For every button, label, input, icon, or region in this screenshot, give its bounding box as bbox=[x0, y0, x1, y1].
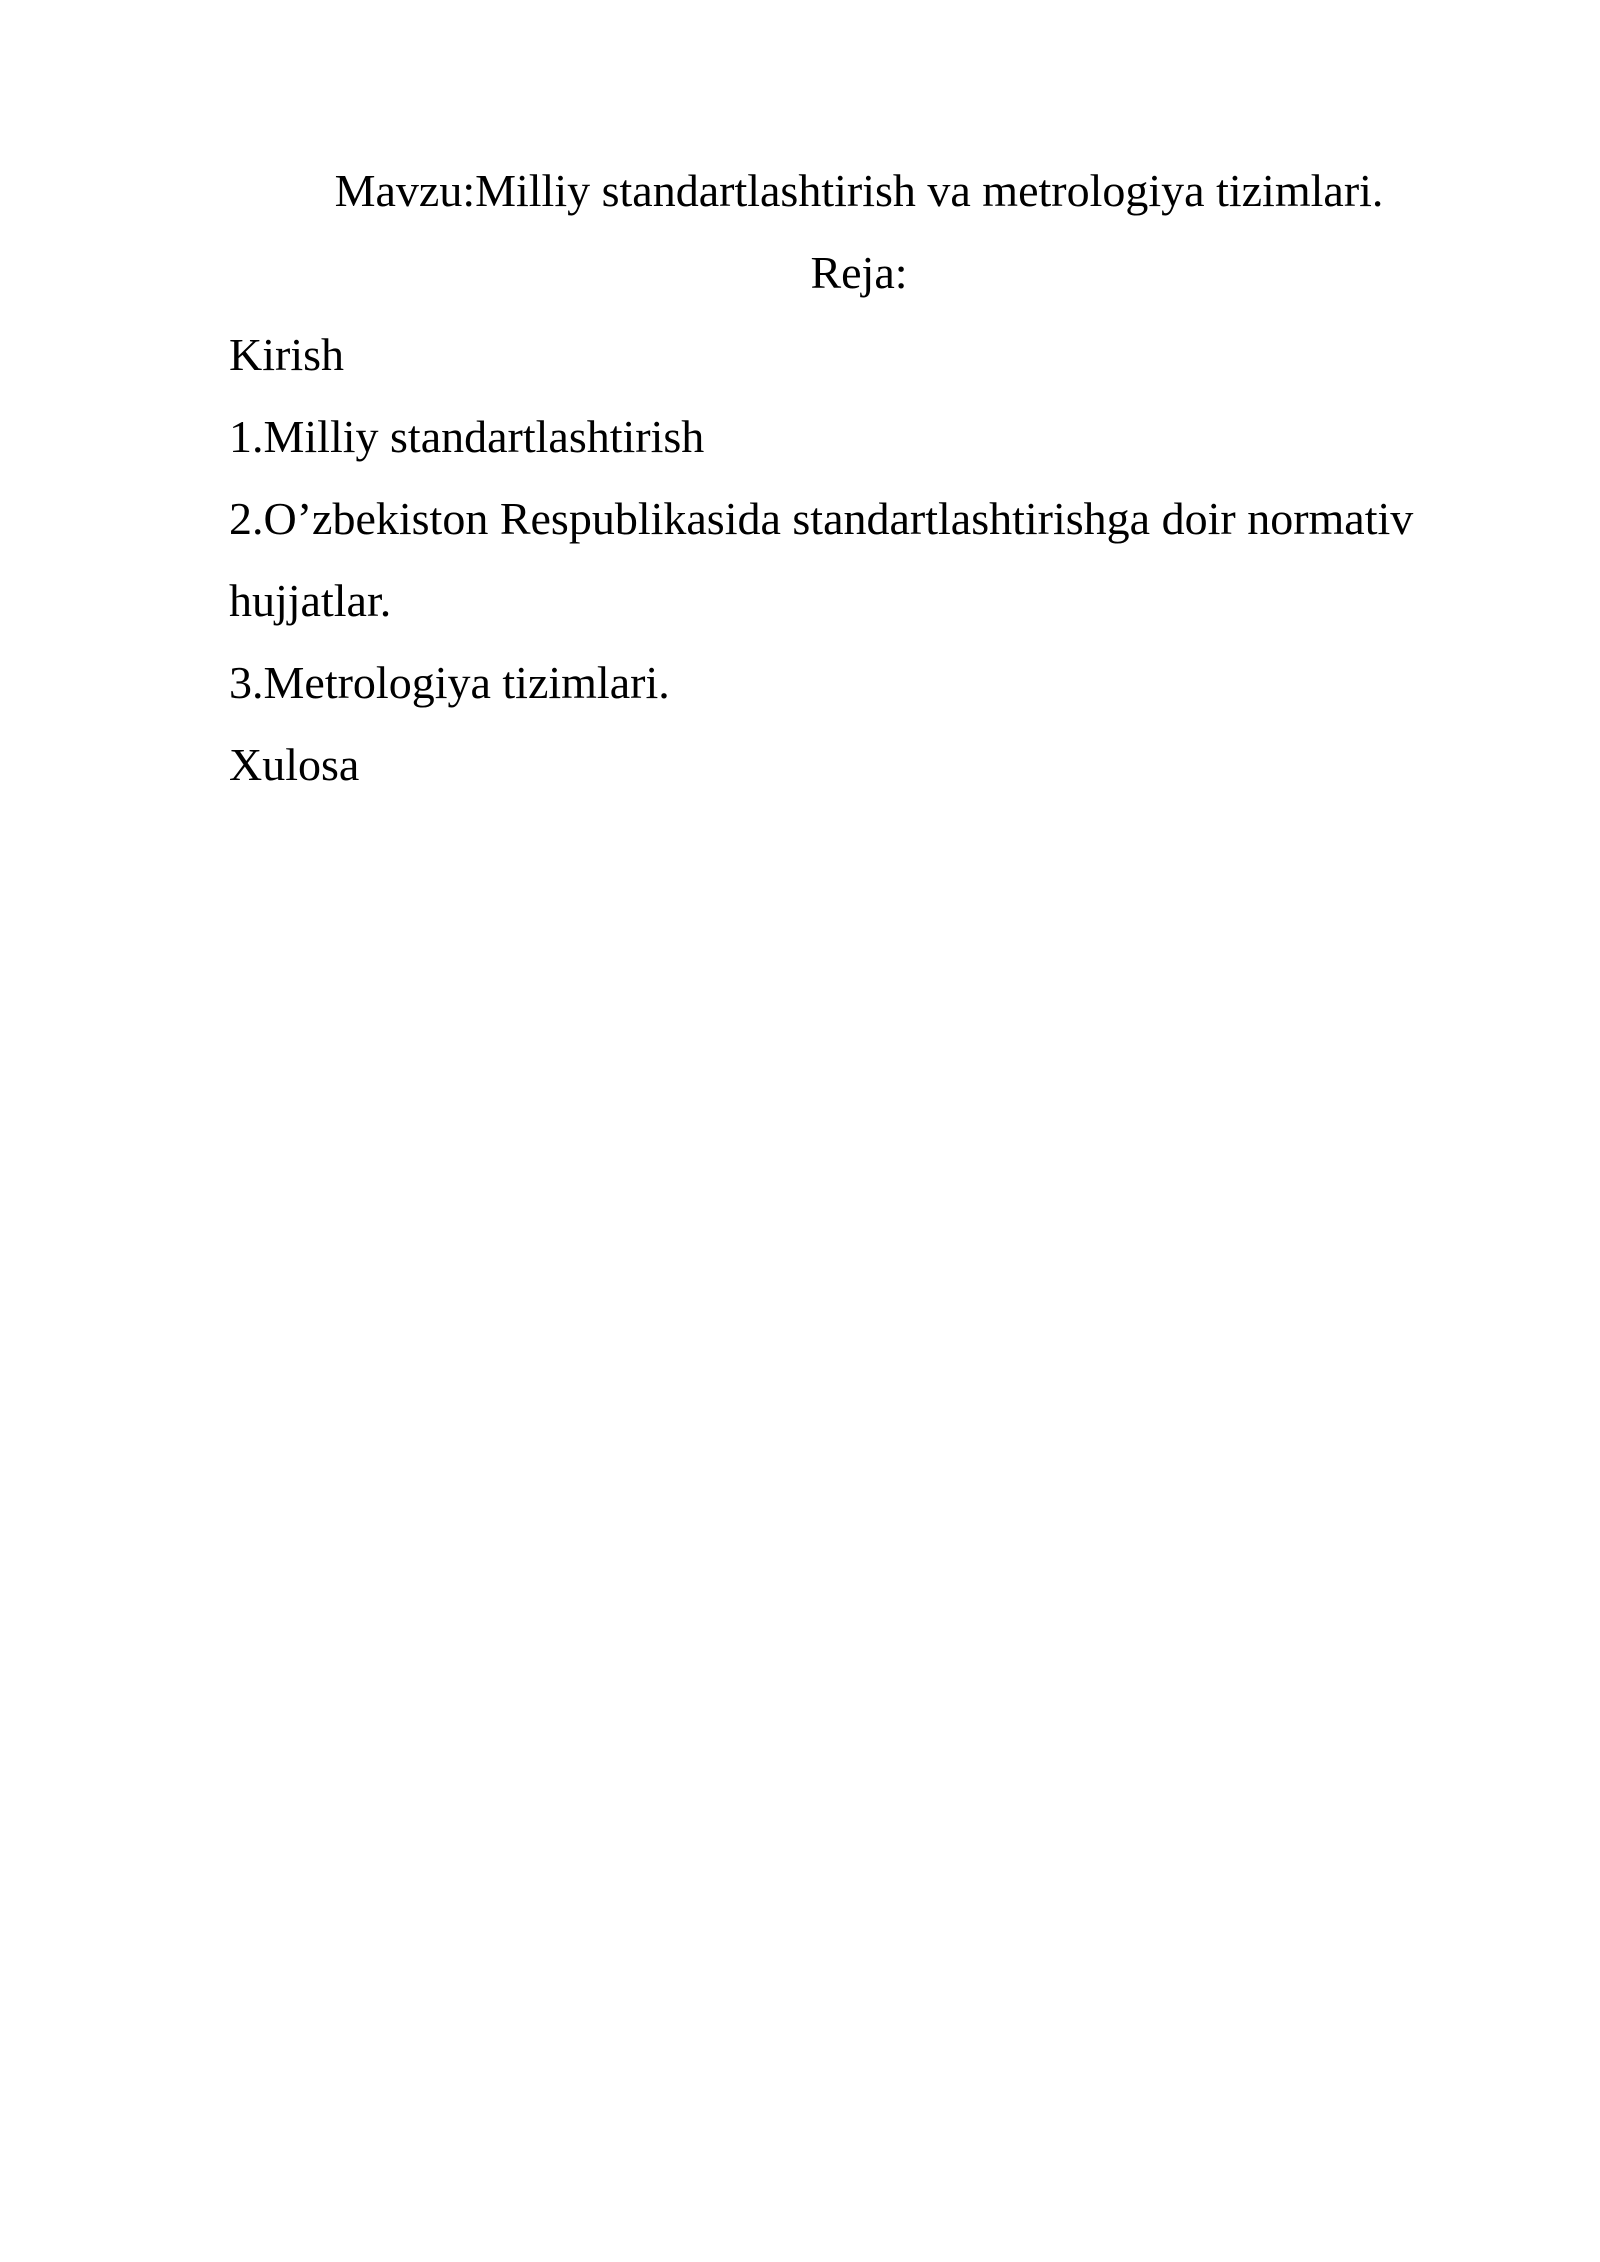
plan-item-2: 2.O’zbekiston Respublikasida standartlashtirishga doir normativ bbox=[229, 493, 1414, 544]
plan-item-3: 3.Metrologiya tizimlari. bbox=[229, 657, 670, 708]
plan-heading: Reja: bbox=[810, 247, 908, 298]
plan-item-intro: Kirish bbox=[229, 329, 344, 380]
document-title: Mavzu:Milliy standartlashtirish va metrologiya tizimlari. bbox=[334, 165, 1384, 216]
plan-item-2-continued: hujjatlar. bbox=[229, 575, 392, 626]
document-content bbox=[229, 150, 1489, 806]
plan-item-1: 1.Milliy standartlashtirish bbox=[229, 411, 705, 462]
plan-item-conclusion: Xulosa bbox=[229, 739, 360, 790]
